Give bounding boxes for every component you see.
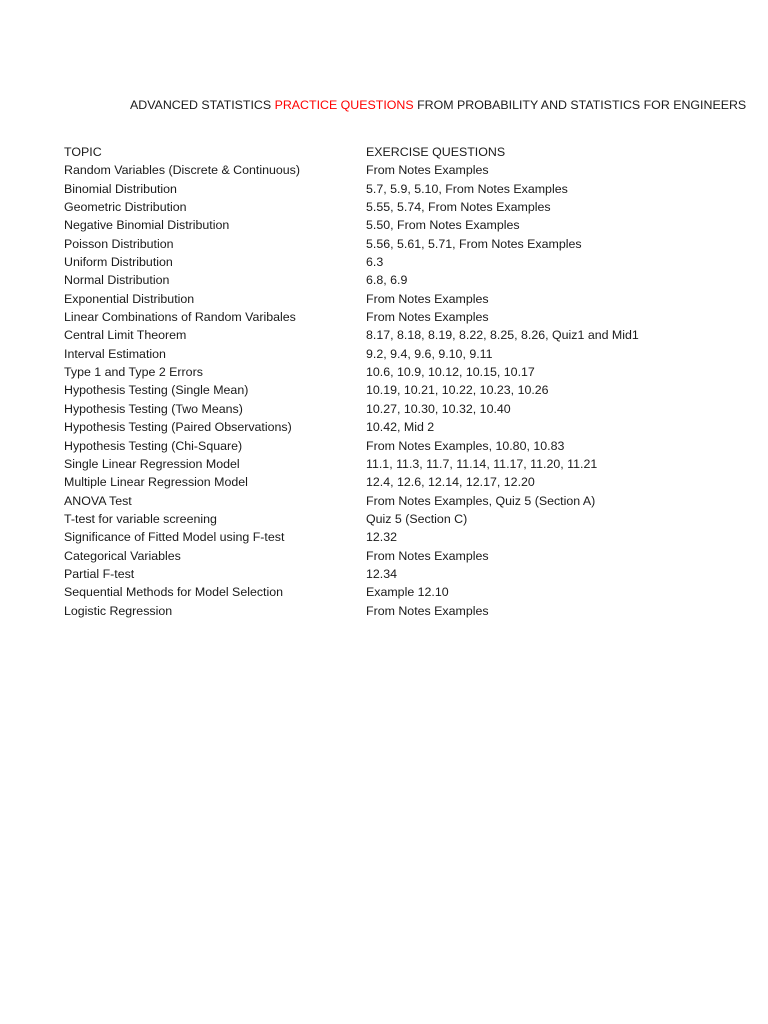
table-row [64, 528, 704, 546]
table-row [64, 308, 704, 326]
table-row [64, 510, 704, 528]
table-row [64, 437, 704, 455]
topic-cell: Hypothesis Testing (Chi-Square) [64, 438, 243, 453]
table-row [64, 180, 704, 198]
topic-cell: T-test for variable screening [64, 511, 217, 526]
topic-cell: Binomial Distribution [64, 181, 177, 196]
questions-cell: 5.7, 5.9, 5.10, From Notes Examples [366, 181, 568, 196]
topic-cell: Uniform Distribution [64, 255, 173, 270]
questions-cell: From Notes Examples [366, 603, 489, 618]
topic-cell: Multiple Linear Regression Model [64, 475, 248, 490]
table-row [64, 290, 704, 308]
topic-cell: Significance of Fitted Model using F-test [64, 530, 285, 545]
table-header-row [64, 143, 704, 161]
questions-cell: From Notes Examples [366, 548, 489, 563]
table-row [64, 161, 704, 179]
questions-cell: 5.55, 5.74, From Notes Examples [366, 200, 551, 215]
questions-cell: 5.50, From Notes Examples [366, 218, 520, 233]
topic-cell: Central Limit Theorem [64, 328, 187, 343]
questions-cell: 12.4, 12.6, 12.14, 12.17, 12.20 [366, 475, 535, 490]
table-row [64, 583, 704, 601]
topic-cell: Categorical Variables [64, 548, 181, 563]
questions-cell: 12.34 [366, 566, 398, 581]
topic-cell: Interval Estimation [64, 346, 166, 361]
table-body [64, 161, 704, 620]
title-part-2-highlight: PRACTICE QUESTIONS [274, 98, 414, 112]
table-row [64, 492, 704, 510]
questions-cell: 6.3 [366, 255, 384, 270]
table-row [64, 271, 704, 289]
table-row [64, 400, 704, 418]
table-row [64, 363, 704, 381]
topic-cell: Hypothesis Testing (Two Means) [64, 401, 243, 416]
topic-cell: Linear Combinations of Random Varibales [64, 310, 296, 325]
questions-cell: 8.17, 8.18, 8.19, 8.22, 8.25, 8.26, Quiz1 and Mid1 [366, 328, 639, 343]
questions-cell: 12.32 [366, 530, 398, 545]
topics-table [64, 143, 704, 620]
header-exercise-questions: EXERCISE QUESTIONS [366, 145, 506, 159]
topic-cell: Single Linear Regression Model [64, 456, 240, 471]
table-row [64, 253, 704, 271]
table-row [64, 198, 704, 216]
topic-cell: Partial F-test [64, 566, 135, 581]
questions-cell: From Notes Examples [366, 163, 489, 178]
topic-cell: Logistic Regression [64, 603, 173, 618]
table-row [64, 455, 704, 473]
table-row [64, 345, 704, 363]
table-row [64, 473, 704, 491]
questions-cell: 5.56, 5.61, 5.71, From Notes Examples [366, 236, 582, 251]
table-row [64, 565, 704, 583]
questions-cell: 10.27, 10.30, 10.32, 10.40 [366, 401, 511, 416]
table-row [64, 602, 704, 620]
table-row [64, 381, 704, 399]
topic-cell: ANOVA Test [64, 493, 132, 508]
table-row [64, 235, 704, 253]
topic-cell: Normal Distribution [64, 273, 170, 288]
table-row [64, 326, 704, 344]
questions-cell: 10.42, Mid 2 [366, 420, 435, 435]
topic-cell: Exponential Distribution [64, 291, 195, 306]
questions-cell: 11.1, 11.3, 11.7, 11.14, 11.17, 11.20, 11.21 [366, 456, 598, 471]
questions-cell: From Notes Examples, 10.80, 10.83 [366, 438, 565, 453]
questions-cell: 10.19, 10.21, 10.22, 10.23, 10.26 [366, 383, 549, 398]
questions-cell: Quiz 5 (Section C) [366, 511, 468, 526]
questions-cell: From Notes Examples, Quiz 5 (Section A) [366, 493, 596, 508]
topic-cell: Negative Binomial Distribution [64, 218, 230, 233]
questions-cell: 10.6, 10.9, 10.12, 10.15, 10.17 [366, 365, 535, 380]
questions-cell: Example 12.10 [366, 585, 449, 600]
header-topic: TOPIC [64, 145, 102, 159]
questions-cell: From Notes Examples [366, 291, 489, 306]
questions-cell: From Notes Examples [366, 310, 489, 325]
table-row [64, 216, 704, 234]
questions-cell: 6.8, 6.9 [366, 273, 408, 288]
table-row [64, 547, 704, 565]
topic-cell: Hypothesis Testing (Single Mean) [64, 383, 249, 398]
questions-cell: 9.2, 9.4, 9.6, 9.10, 9.11 [366, 346, 493, 361]
table-row [64, 418, 704, 436]
title-part-3: FROM PROBABILITY AND STATISTICS FOR ENGINEERS [413, 98, 747, 112]
topic-cell: Hypothesis Testing (Paired Observations) [64, 420, 292, 435]
topic-cell: Type 1 and Type 2 Errors [64, 365, 203, 380]
topic-cell: Geometric Distribution [64, 200, 187, 215]
topic-cell: Poisson Distribution [64, 236, 174, 251]
title-part-1: ADVANCED STATISTICS [130, 98, 275, 112]
document-title [130, 97, 747, 113]
topic-cell: Random Variables (Discrete & Continuous) [64, 163, 300, 178]
topic-cell: Sequential Methods for Model Selection [64, 585, 284, 600]
